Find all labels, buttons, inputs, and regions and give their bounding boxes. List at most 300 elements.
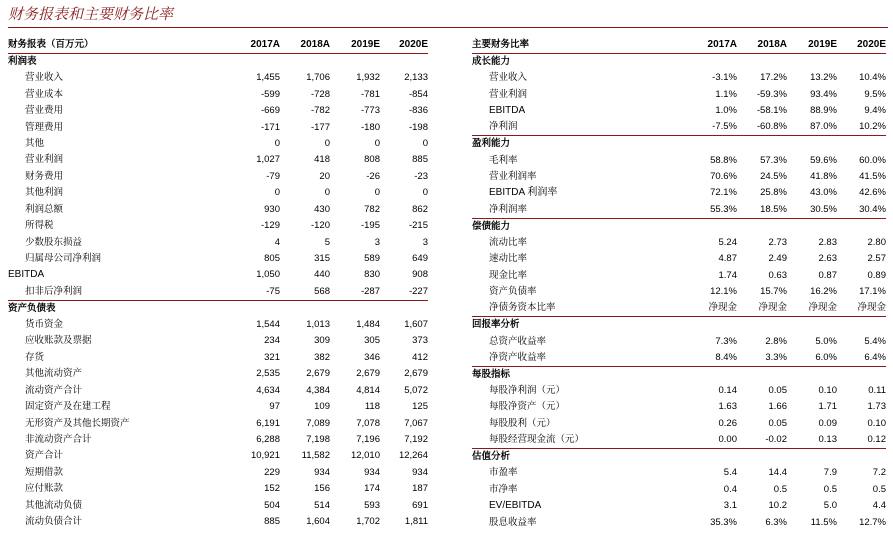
value-cell: 25.8% xyxy=(760,187,787,199)
value-cell: 2,679 xyxy=(404,368,428,380)
value-cell: 109 xyxy=(314,401,330,413)
table-row xyxy=(8,218,428,234)
value-cell: 9.5% xyxy=(864,88,886,100)
value-cell: 2.83 xyxy=(818,236,837,248)
value-cell: -23 xyxy=(414,170,428,182)
value-cell: 6.0% xyxy=(815,351,837,363)
value-cell: 55.3% xyxy=(710,203,737,215)
value-cell: 7,192 xyxy=(404,433,428,445)
value-cell: 0.13 xyxy=(818,434,837,446)
value-cell: 0 xyxy=(324,137,330,149)
value-cell: 12.7% xyxy=(859,516,886,528)
year-header-cell: 2017A xyxy=(218,37,280,54)
value-cell: 1.74 xyxy=(718,269,737,281)
table-row xyxy=(8,185,428,201)
value-cell: 7,078 xyxy=(356,417,380,429)
value-cell: 440 xyxy=(314,269,330,281)
table-row xyxy=(8,86,428,102)
value-cell: 5 xyxy=(324,236,330,248)
section-title: 资产负债表 xyxy=(8,300,428,317)
row-label: 归属母公司净利润 xyxy=(25,253,102,265)
row-label: 应收账款及票据 xyxy=(25,335,92,347)
table-row xyxy=(8,152,428,168)
value-cell: 6.3% xyxy=(765,516,787,528)
value-cell: -75 xyxy=(266,285,280,297)
value-cell: -59.3% xyxy=(756,88,787,100)
value-cell: 4.4 xyxy=(872,500,886,512)
value-cell: 10.2 xyxy=(768,500,787,512)
value-cell: -3.1% xyxy=(712,72,737,84)
value-cell: 41.8% xyxy=(810,170,837,182)
table-row xyxy=(472,333,886,349)
value-cell: 0.10 xyxy=(818,385,837,397)
section-header-row xyxy=(472,136,886,153)
value-cell: 1,706 xyxy=(306,72,330,84)
table-row xyxy=(8,234,428,250)
row-label: 资产合计 xyxy=(25,450,64,462)
value-cell: 59.6% xyxy=(810,154,837,166)
row-label: 流动负债合计 xyxy=(25,516,83,528)
value-cell: 42.6% xyxy=(859,187,886,199)
value-cell: 315 xyxy=(314,253,330,265)
value-cell: 0.89 xyxy=(867,269,886,281)
value-cell: -773 xyxy=(360,105,380,117)
row-label: 少数股东损益 xyxy=(25,236,83,248)
year-header-cell: 2020E xyxy=(837,37,886,54)
section-title: 利润表 xyxy=(8,54,428,71)
table-row xyxy=(8,350,428,366)
section-title: 每股指标 xyxy=(472,366,886,383)
table-row xyxy=(472,383,886,399)
table-title-cell: 主要财务比率 xyxy=(472,37,666,54)
table-row xyxy=(8,481,428,497)
row-label: 营业利润 xyxy=(25,154,64,166)
value-cell: 0 xyxy=(422,187,428,199)
value-cell: 568 xyxy=(314,285,330,297)
value-cell: 808 xyxy=(364,154,380,166)
year-header-cell: 2017A xyxy=(666,37,737,54)
table-row xyxy=(472,235,886,251)
table-row xyxy=(472,251,886,267)
value-cell: 10.2% xyxy=(859,121,886,133)
value-cell: 7,089 xyxy=(306,417,330,429)
value-cell: -287 xyxy=(360,285,380,297)
value-cell: 6,191 xyxy=(256,417,280,429)
value-cell: -854 xyxy=(408,88,428,100)
table-row xyxy=(472,103,886,119)
section-title: 偿债能力 xyxy=(472,218,886,235)
value-cell: 1,027 xyxy=(256,154,280,166)
section-header-row xyxy=(8,300,428,317)
value-cell: 0.87 xyxy=(818,269,837,281)
value-cell: 885 xyxy=(412,154,428,166)
section-header-row xyxy=(472,317,886,334)
year-header-cell: 2020E xyxy=(380,37,428,54)
year-header-cell: 2019E xyxy=(330,37,380,54)
value-cell: 0 xyxy=(374,137,380,149)
value-cell: 87.0% xyxy=(810,121,837,133)
value-cell: 514 xyxy=(314,499,330,511)
value-cell: 0.10 xyxy=(867,417,886,429)
value-cell: 0.14 xyxy=(718,385,737,397)
table-row xyxy=(8,366,428,382)
value-cell: 93.4% xyxy=(810,88,837,100)
value-cell: -7.5% xyxy=(712,121,737,133)
value-cell: 3.1 xyxy=(723,500,737,512)
table-row xyxy=(8,202,428,218)
row-label: 现金比率 xyxy=(489,269,528,281)
table-row xyxy=(472,465,886,481)
value-cell: 0.00 xyxy=(718,434,737,446)
value-cell: 0.11 xyxy=(868,385,886,397)
value-cell: 908 xyxy=(412,269,428,281)
value-cell: 16.2% xyxy=(810,286,837,298)
table-row xyxy=(8,317,428,333)
table-row xyxy=(472,432,886,449)
value-cell: 5.4 xyxy=(723,467,737,479)
value-cell: 2.73 xyxy=(768,236,787,248)
value-cell: 0.12 xyxy=(867,434,886,446)
value-cell: 2,679 xyxy=(356,368,380,380)
table-row xyxy=(472,482,886,498)
row-label: 每股净资产（元） xyxy=(489,401,566,413)
value-cell: -0.02 xyxy=(765,434,787,446)
row-label: 净利润率 xyxy=(489,203,528,215)
row-label: 股息收益率 xyxy=(489,516,537,528)
value-cell: 2,535 xyxy=(256,368,280,380)
value-cell: 1,604 xyxy=(306,516,330,528)
table-row xyxy=(472,399,886,415)
value-cell: -198 xyxy=(408,121,428,133)
title-divider xyxy=(8,27,888,28)
value-cell: 234 xyxy=(264,335,280,347)
value-cell: 2.8% xyxy=(765,335,787,347)
value-cell: 10,921 xyxy=(250,450,280,462)
value-cell: 7.2 xyxy=(872,467,886,479)
table-row xyxy=(8,448,428,464)
row-label: 非流动资产合计 xyxy=(25,433,92,445)
row-label: 营业收入 xyxy=(489,72,528,84)
value-cell: -227 xyxy=(408,285,428,297)
table-row xyxy=(8,415,428,431)
table-row xyxy=(472,284,886,300)
value-cell: 589 xyxy=(364,253,380,265)
section-header-row xyxy=(472,218,886,235)
value-cell: -195 xyxy=(360,220,380,232)
row-label: 流动比率 xyxy=(489,236,528,248)
value-cell: 6.4% xyxy=(864,351,886,363)
row-label: 固定资产及在建工程 xyxy=(25,401,111,413)
year-header-cell: 2019E xyxy=(787,37,837,54)
value-cell: 418 xyxy=(314,154,330,166)
value-cell: 885 xyxy=(264,516,280,528)
value-cell: -782 xyxy=(310,105,330,117)
value-cell: 382 xyxy=(314,351,330,363)
value-cell: 152 xyxy=(264,483,280,495)
table-row xyxy=(472,268,886,284)
value-cell: 9.4% xyxy=(864,105,886,117)
value-cell: 1,702 xyxy=(356,516,380,528)
value-cell: 1,932 xyxy=(356,72,380,84)
row-label: 营业收入 xyxy=(25,72,64,84)
value-cell: 5,072 xyxy=(404,384,428,396)
value-cell: 934 xyxy=(412,466,428,478)
value-cell: -129 xyxy=(260,220,280,232)
row-label: 速动比率 xyxy=(489,253,528,265)
row-label: 净利润 xyxy=(489,121,518,133)
value-cell: -58.1% xyxy=(756,105,787,117)
value-cell: 1.1% xyxy=(715,88,737,100)
value-cell: 0.05 xyxy=(768,417,787,429)
table-row xyxy=(472,416,886,432)
table-row xyxy=(8,169,428,185)
value-cell: 7.3% xyxy=(715,335,737,347)
value-cell: 14.4 xyxy=(768,467,787,479)
section-header-row xyxy=(472,449,886,466)
row-label: 扣非后净利润 xyxy=(25,285,83,297)
section-title: 盈利能力 xyxy=(472,136,886,153)
table-row xyxy=(472,498,886,514)
section-title: 估值分析 xyxy=(472,449,886,466)
section-title: 成长能力 xyxy=(472,54,886,71)
row-label: 每股净利润（元） xyxy=(489,385,566,397)
value-cell: 12.1% xyxy=(710,286,737,298)
value-cell: 60.0% xyxy=(859,154,886,166)
value-cell: 58.8% xyxy=(710,154,737,166)
table-header-row xyxy=(8,37,428,54)
value-cell: 309 xyxy=(314,335,330,347)
table-row xyxy=(8,382,428,398)
row-label: 净债务资本比率 xyxy=(489,302,556,314)
table-row xyxy=(8,399,428,415)
table-title-cell: 财务报表（百万元） xyxy=(8,37,218,54)
value-cell: 24.5% xyxy=(760,170,787,182)
value-cell: 7,067 xyxy=(404,417,428,429)
value-cell: 1,811 xyxy=(404,516,428,528)
value-cell: 5.0 xyxy=(823,500,837,512)
value-cell: 13.2% xyxy=(810,72,837,84)
value-cell: 862 xyxy=(412,203,428,215)
value-cell: 7,196 xyxy=(356,433,380,445)
row-label: 其他流动负债 xyxy=(25,499,83,511)
value-cell: 0 xyxy=(274,137,280,149)
value-cell: 0.5 xyxy=(823,483,837,495)
value-cell: 30.5% xyxy=(810,203,837,215)
section-header-row xyxy=(472,54,886,71)
value-cell: 0.5 xyxy=(773,483,787,495)
row-label: 资产负债率 xyxy=(489,286,537,298)
value-cell: 830 xyxy=(364,269,380,281)
value-cell: 0.05 xyxy=(768,385,787,397)
value-cell: 3.3% xyxy=(765,351,787,363)
value-cell: 7,198 xyxy=(306,433,330,445)
value-cell: 1,484 xyxy=(356,318,380,330)
value-cell: 15.7% xyxy=(760,286,787,298)
value-cell: 43.0% xyxy=(810,187,837,199)
row-label: 市净率 xyxy=(489,483,518,495)
value-cell: 346 xyxy=(364,351,380,363)
year-header-cell: 2018A xyxy=(737,37,787,54)
financial-statements-table xyxy=(8,37,428,530)
value-cell: 5.24 xyxy=(718,236,737,248)
table-row xyxy=(8,103,428,119)
row-label: 每股股利（元） xyxy=(489,417,556,429)
value-cell: 2.49 xyxy=(768,253,787,265)
value-cell: 1,013 xyxy=(306,318,330,330)
value-cell: 12,010 xyxy=(350,450,380,462)
row-label: 货币资金 xyxy=(25,318,64,330)
value-cell: -177 xyxy=(310,121,330,133)
value-cell: 1.73 xyxy=(867,401,886,413)
table-row xyxy=(472,185,886,201)
table-row xyxy=(472,70,886,86)
table-row xyxy=(8,251,428,267)
row-label: 毛利率 xyxy=(489,154,518,166)
value-cell: 12,264 xyxy=(398,450,428,462)
row-label: 总资产收益率 xyxy=(489,335,547,347)
value-cell: 70.6% xyxy=(710,170,737,182)
value-cell: 4.87 xyxy=(718,253,737,265)
table-row xyxy=(472,300,886,317)
value-cell: 17.1% xyxy=(859,286,886,298)
row-label: EBITDA xyxy=(489,105,526,117)
value-cell: 0.63 xyxy=(768,269,787,281)
table-row xyxy=(8,514,428,530)
value-cell: 净现金 xyxy=(808,302,837,314)
value-cell: 4,384 xyxy=(306,384,330,396)
value-cell: 净现金 xyxy=(708,302,737,314)
value-cell: 1,050 xyxy=(256,269,280,281)
section-header-row xyxy=(472,366,886,383)
value-cell: 0 xyxy=(324,187,330,199)
value-cell: 2.63 xyxy=(818,253,837,265)
section-title: 回报率分析 xyxy=(472,317,886,334)
value-cell: 0 xyxy=(374,187,380,199)
value-cell: 305 xyxy=(364,335,380,347)
value-cell: 2,133 xyxy=(404,72,428,84)
row-label: 流动资产合计 xyxy=(25,384,83,396)
value-cell: 净现金 xyxy=(758,302,787,314)
value-cell: 934 xyxy=(364,466,380,478)
value-cell: 4 xyxy=(274,236,280,248)
row-label: EV/EBITDA xyxy=(489,500,542,512)
value-cell: 782 xyxy=(364,203,380,215)
row-label: 营业费用 xyxy=(25,105,64,117)
row-label: EBITDA xyxy=(8,269,45,281)
table-row xyxy=(8,465,428,481)
value-cell: 373 xyxy=(412,335,428,347)
page-title: 财务报表和主要财务比率 xyxy=(8,5,174,23)
value-cell: 41.5% xyxy=(859,170,886,182)
value-cell: 18.5% xyxy=(760,203,787,215)
row-label: 营业利润 xyxy=(489,88,528,100)
value-cell: 2.57 xyxy=(867,253,886,265)
value-cell: 11.5% xyxy=(810,516,837,528)
value-cell: 0 xyxy=(274,187,280,199)
value-cell: 1.71 xyxy=(818,401,837,413)
value-cell: 7.9 xyxy=(823,467,837,479)
table-row xyxy=(8,498,428,514)
value-cell: 0 xyxy=(422,137,428,149)
value-cell: 6,288 xyxy=(256,433,280,445)
value-cell: 118 xyxy=(364,401,380,413)
value-cell: 0.5 xyxy=(872,483,886,495)
table-row xyxy=(8,284,428,301)
value-cell: 35.3% xyxy=(710,516,737,528)
row-label: 营业成本 xyxy=(25,88,64,100)
table-row xyxy=(472,86,886,102)
value-cell: 3 xyxy=(422,236,428,248)
row-label: 其他利润 xyxy=(25,187,64,199)
value-cell: -781 xyxy=(360,88,380,100)
value-cell: 97 xyxy=(269,401,280,413)
value-cell: 805 xyxy=(264,253,280,265)
row-label: 其他 xyxy=(25,137,45,149)
value-cell: 691 xyxy=(412,499,428,511)
value-cell: 174 xyxy=(364,483,380,495)
value-cell: 934 xyxy=(314,466,330,478)
value-cell: 504 xyxy=(264,499,280,511)
value-cell: 17.2% xyxy=(760,72,787,84)
value-cell: 88.9% xyxy=(810,105,837,117)
value-cell: 430 xyxy=(314,203,330,215)
row-label: 利润总额 xyxy=(25,203,64,215)
value-cell: 593 xyxy=(364,499,380,511)
value-cell: 187 xyxy=(412,483,428,495)
value-cell: 1.0% xyxy=(715,105,737,117)
value-cell: 412 xyxy=(412,351,428,363)
value-cell: -836 xyxy=(408,105,428,117)
value-cell: -599 xyxy=(260,88,280,100)
table-row xyxy=(472,119,886,136)
value-cell: 3 xyxy=(374,236,380,248)
value-cell: 0.26 xyxy=(718,417,737,429)
value-cell: 1.66 xyxy=(768,401,787,413)
value-cell: 11,582 xyxy=(301,450,330,462)
row-label: EBITDA 利润率 xyxy=(489,187,558,199)
value-cell: 229 xyxy=(264,466,280,478)
value-cell: 1,455 xyxy=(256,72,280,84)
row-label: 短期借款 xyxy=(25,466,64,478)
value-cell: 57.3% xyxy=(760,154,787,166)
value-cell: -669 xyxy=(260,105,280,117)
row-label: 其他流动资产 xyxy=(25,368,83,380)
value-cell: 930 xyxy=(264,203,280,215)
value-cell: -180 xyxy=(360,121,380,133)
row-label: 无形资产及其他长期资产 xyxy=(25,417,130,429)
table-row xyxy=(8,432,428,448)
section-header-row xyxy=(8,54,428,71)
financial-ratios-table xyxy=(472,37,886,531)
row-label: 存货 xyxy=(25,351,45,363)
value-cell: 1,544 xyxy=(256,318,280,330)
value-cell: 156 xyxy=(314,483,330,495)
value-cell: -26 xyxy=(366,170,380,182)
year-header-cell: 2018A xyxy=(280,37,330,54)
value-cell: -215 xyxy=(408,220,428,232)
table-row xyxy=(8,267,428,283)
row-label: 市盈率 xyxy=(489,467,518,479)
table-row xyxy=(472,514,886,530)
value-cell: 0.09 xyxy=(818,417,837,429)
value-cell: 2.80 xyxy=(867,236,886,248)
value-cell: -728 xyxy=(310,88,330,100)
row-label: 管理费用 xyxy=(25,121,64,133)
value-cell: 4,814 xyxy=(356,384,380,396)
value-cell: 净现金 xyxy=(857,302,886,314)
value-cell: 649 xyxy=(412,253,428,265)
value-cell: 0.4 xyxy=(723,483,737,495)
